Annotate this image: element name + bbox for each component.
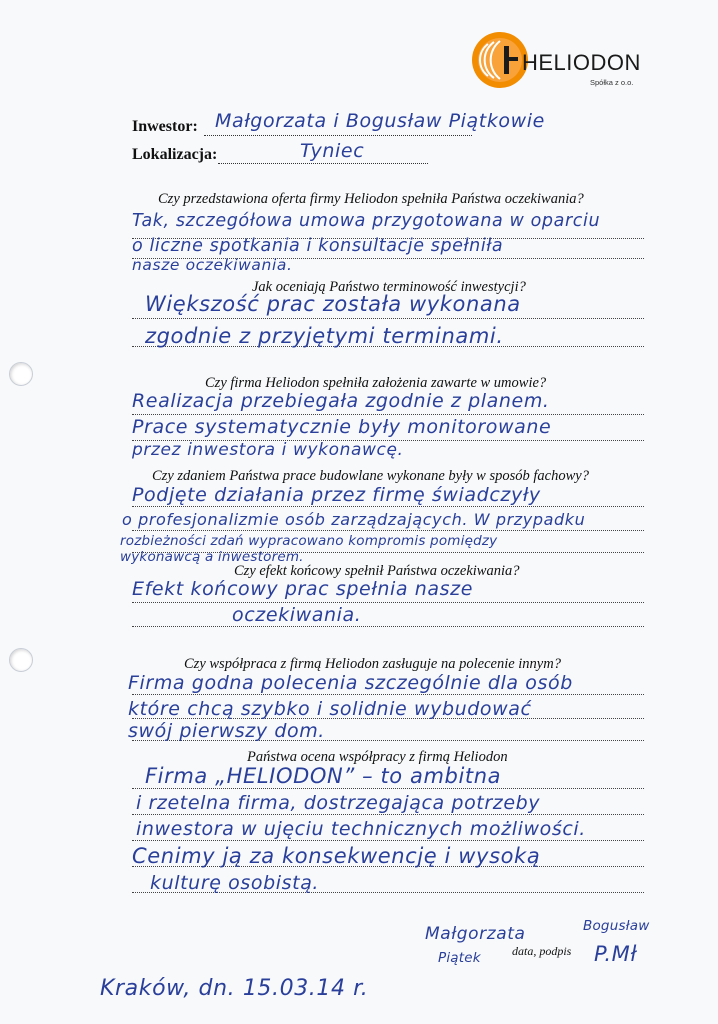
answer-1-line-3: nasze oczekiwania. — [132, 256, 293, 274]
answer-line — [132, 626, 644, 627]
answer-7-line-1: Firma „HELIODON” – to ambitna — [145, 764, 502, 788]
answer-1-line-1: Tak, szczegółowa umowa przygotowana w oparciu — [132, 211, 601, 231]
answer-line — [132, 602, 644, 603]
answer-line — [132, 506, 644, 507]
location-label: Lokalizacja: — [132, 146, 218, 163]
signature-name-2: Bogusław — [583, 918, 650, 934]
question-1: Czy przedstawiona oferta firmy Heliodon spełniła Państwa oczekiwania? — [158, 191, 584, 207]
answer-6-line-2: które chcą szybko i solidnie wybudować — [128, 698, 532, 720]
question-6: Czy współpraca z firmą Heliodon zasługuje na polecenie innym? — [184, 656, 561, 672]
answer-line — [132, 788, 644, 789]
answer-line — [132, 840, 644, 841]
place-date: Kraków, dn. 15.03.14 r. — [100, 976, 369, 1001]
answer-7-line-4: Cenimy ją za konsekwencję i wysoką — [132, 844, 541, 868]
answer-4-line-3: rozbieżności zdań wypracowano kompromis pomiędzy — [120, 533, 498, 549]
question-5: Czy efekt końcowy spełnił Państwa oczekiwania? — [234, 563, 520, 579]
answer-2-line-1: Większość prac została wykonana — [145, 292, 521, 316]
investor-line — [204, 135, 472, 136]
answer-4-line-4: wykonawcą a inwestorem. — [120, 549, 304, 565]
punch-hole-bottom — [9, 648, 33, 672]
answer-line — [132, 694, 644, 695]
answer-7-line-2: i rzetelna firma, dostrzegająca potrzeby — [136, 792, 541, 814]
question-3: Czy firma Heliodon spełniła założenia zawarte w umowie? — [205, 375, 547, 391]
heliodon-sun-icon — [470, 30, 530, 90]
question-7: Państwa ocena współpracy z firmą Heliodon — [247, 749, 508, 765]
location-value: Tyniec — [300, 140, 365, 162]
answer-4-line-2: o profesjonalizmie osób zarządzających. W przypadku — [122, 510, 586, 529]
answer-7-line-5: kulturę osobistą. — [150, 872, 320, 894]
location-line — [218, 163, 428, 164]
investor-label: Inwestor: — [132, 118, 198, 135]
punch-hole-top — [9, 362, 33, 386]
answer-line — [132, 530, 644, 531]
answer-4-line-1: Podjęte działania przez firmę świadczyły — [132, 484, 541, 506]
answer-5-line-1: Efekt końcowy prac spełnia nasze — [132, 578, 473, 600]
investor-value: Małgorzata i Bogusław Piątkowie — [215, 110, 545, 132]
answer-3-line-3: przez inwestora i wykonawcę. — [132, 440, 404, 460]
answer-2-line-2: zgodnie z przyjętymi terminami. — [145, 324, 504, 348]
answer-line — [132, 318, 644, 319]
question-2: Jak oceniają Państwo terminowość inwestycji? — [252, 279, 526, 295]
answer-3-line-1: Realizacja przebiegała zgodnie z planem. — [132, 390, 550, 412]
signature-name-2-initials: P.Mł — [594, 942, 637, 966]
answer-1-line-2: o liczne spotkania i konsultacje spełniła — [132, 236, 504, 256]
signature-caption: data, podpis — [512, 944, 572, 958]
answer-line — [132, 414, 644, 415]
question-4: Czy zdaniem Państwa prace budowlane wykonane były w sposób fachowy? — [152, 468, 589, 484]
answer-3-line-2: Prace systematycznie były monitorowane — [132, 416, 552, 438]
answer-6-line-3: swój pierwszy dom. — [128, 720, 325, 742]
answer-line — [132, 814, 644, 815]
answer-5-line-2: oczekiwania. — [232, 604, 362, 626]
signature-name-1-last: Piątek — [438, 950, 481, 966]
logo-subtitle: Spółka z o.o. — [590, 78, 634, 87]
logo-name: HELIODON — [522, 50, 641, 75]
signature-name-1: Małgorzata — [425, 924, 526, 944]
answer-6-line-1: Firma godna polecenia szczególnie dla osób — [128, 672, 573, 694]
heliodon-logo — [470, 30, 660, 92]
answer-7-line-3: inwestora w ujęciu technicznych możliwości. — [136, 818, 586, 840]
